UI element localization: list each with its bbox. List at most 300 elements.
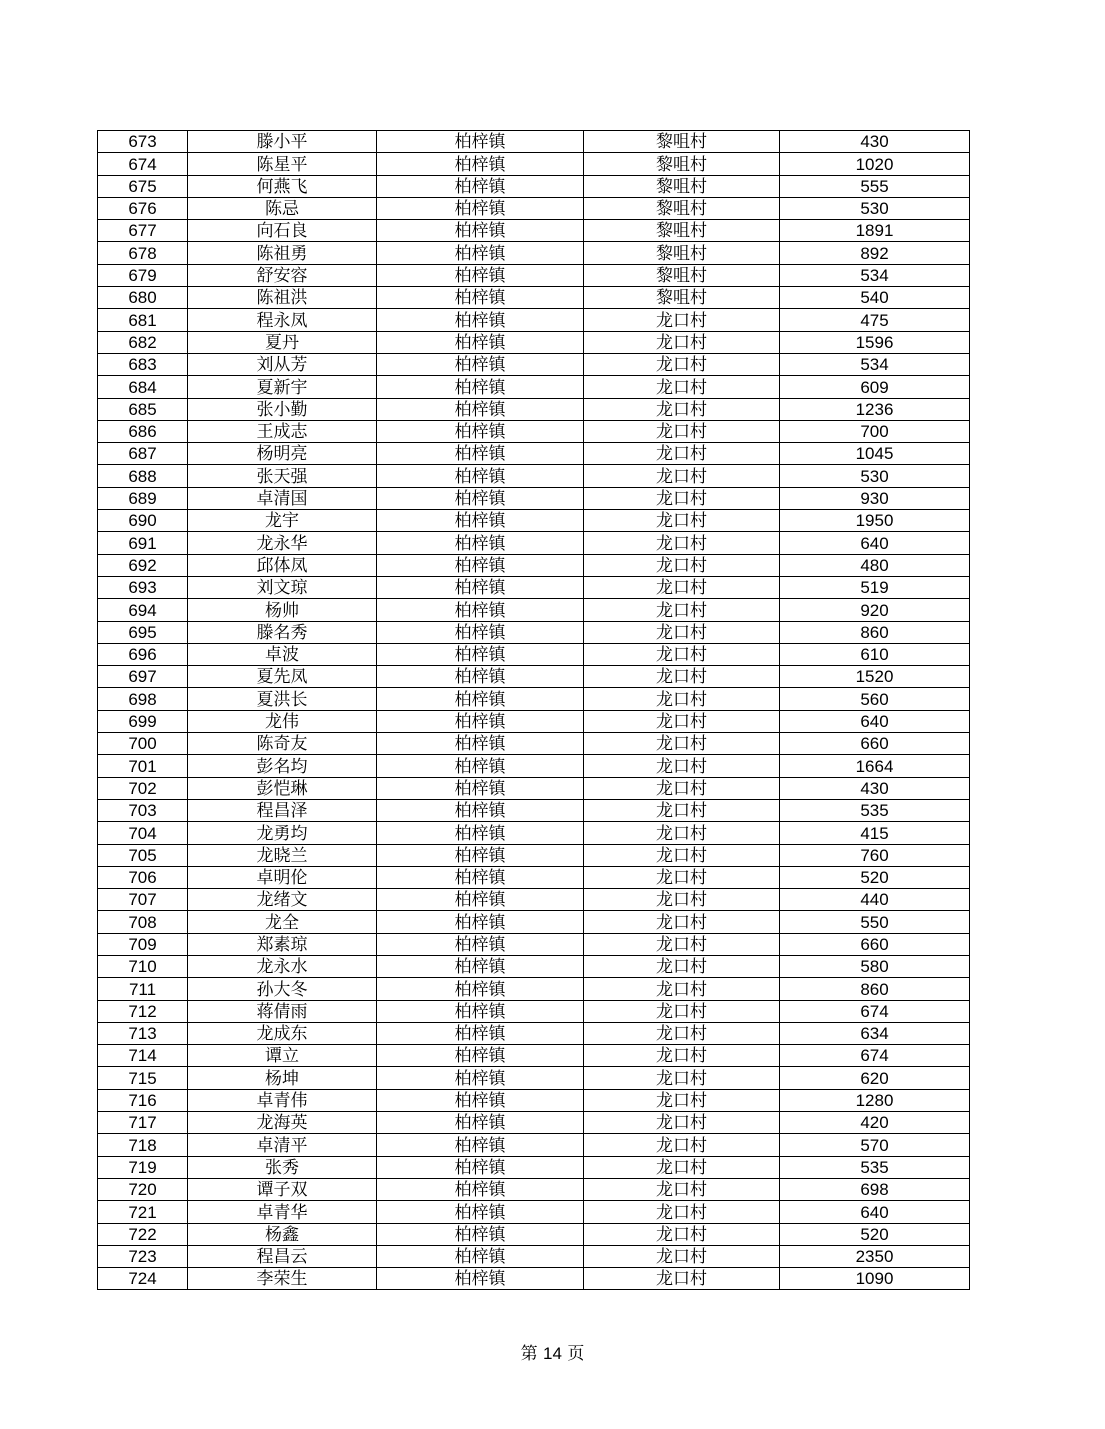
table-row [98, 666, 970, 688]
name-cell: 龙宇 [188, 510, 377, 532]
row-number-cell: 673 [98, 131, 188, 153]
village-cell: 黎咀村 [584, 242, 780, 264]
town-cell: 柏梓镇 [377, 933, 584, 955]
table-row [98, 866, 970, 888]
table-row [98, 755, 970, 777]
town-cell: 柏梓镇 [377, 153, 584, 175]
town-cell: 柏梓镇 [377, 889, 584, 911]
table-row [98, 911, 970, 933]
table-row [98, 777, 970, 799]
table-row [98, 465, 970, 487]
amount-cell: 1891 [780, 220, 970, 242]
row-number-cell: 720 [98, 1178, 188, 1200]
name-cell: 卓青华 [188, 1201, 377, 1223]
amount-cell: 534 [780, 353, 970, 375]
name-cell: 龙海英 [188, 1112, 377, 1134]
town-cell: 柏梓镇 [377, 1067, 584, 1089]
row-number-cell: 683 [98, 353, 188, 375]
amount-cell: 920 [780, 599, 970, 621]
name-cell: 陈奇友 [188, 733, 377, 755]
amount-cell: 674 [780, 1000, 970, 1022]
table-row [98, 376, 970, 398]
amount-cell: 530 [780, 197, 970, 219]
table-row [98, 532, 970, 554]
row-number-cell: 674 [98, 153, 188, 175]
town-cell: 柏梓镇 [377, 465, 584, 487]
town-cell: 柏梓镇 [377, 799, 584, 821]
amount-cell: 609 [780, 376, 970, 398]
row-number-cell: 707 [98, 889, 188, 911]
amount-cell: 892 [780, 242, 970, 264]
row-number-cell: 689 [98, 487, 188, 509]
table-row [98, 1112, 970, 1134]
row-number-cell: 692 [98, 554, 188, 576]
row-number-cell: 685 [98, 398, 188, 420]
row-number-cell: 722 [98, 1223, 188, 1245]
amount-cell: 1236 [780, 398, 970, 420]
town-cell: 柏梓镇 [377, 1112, 584, 1134]
table-row [98, 153, 970, 175]
town-cell: 柏梓镇 [377, 554, 584, 576]
amount-cell: 555 [780, 175, 970, 197]
table-row [98, 1067, 970, 1089]
village-cell: 龙口村 [584, 889, 780, 911]
village-cell: 龙口村 [584, 398, 780, 420]
amount-cell: 700 [780, 420, 970, 442]
village-cell: 龙口村 [584, 443, 780, 465]
amount-cell: 480 [780, 554, 970, 576]
name-cell: 孙大冬 [188, 978, 377, 1000]
amount-cell: 520 [780, 866, 970, 888]
name-cell: 陈祖洪 [188, 287, 377, 309]
row-number-cell: 717 [98, 1112, 188, 1134]
name-cell: 夏先凤 [188, 666, 377, 688]
town-cell: 柏梓镇 [377, 487, 584, 509]
town-cell: 柏梓镇 [377, 331, 584, 353]
village-cell: 龙口村 [584, 621, 780, 643]
village-cell: 龙口村 [584, 933, 780, 955]
amount-cell: 530 [780, 465, 970, 487]
village-cell: 黎咀村 [584, 220, 780, 242]
village-cell: 龙口村 [584, 1000, 780, 1022]
table-row [98, 688, 970, 710]
name-cell: 陈星平 [188, 153, 377, 175]
amount-cell: 535 [780, 799, 970, 821]
table-row [98, 1201, 970, 1223]
name-cell: 邱体凤 [188, 554, 377, 576]
name-cell: 龙伟 [188, 710, 377, 732]
amount-cell: 620 [780, 1067, 970, 1089]
town-cell: 柏梓镇 [377, 911, 584, 933]
row-number-cell: 714 [98, 1045, 188, 1067]
row-number-cell: 715 [98, 1067, 188, 1089]
row-number-cell: 688 [98, 465, 188, 487]
name-cell: 谭立 [188, 1045, 377, 1067]
row-number-cell: 678 [98, 242, 188, 264]
table-row [98, 1000, 970, 1022]
name-cell: 刘从芳 [188, 353, 377, 375]
amount-cell: 1520 [780, 666, 970, 688]
page-footer [0, 1343, 1105, 1365]
amount-cell: 534 [780, 264, 970, 286]
village-cell: 龙口村 [584, 1178, 780, 1200]
amount-cell: 540 [780, 287, 970, 309]
amount-cell: 860 [780, 621, 970, 643]
amount-cell: 430 [780, 777, 970, 799]
town-cell: 柏梓镇 [377, 1201, 584, 1223]
amount-cell: 560 [780, 688, 970, 710]
amount-cell: 674 [780, 1045, 970, 1067]
amount-cell: 640 [780, 532, 970, 554]
amount-cell: 550 [780, 911, 970, 933]
table-row [98, 733, 970, 755]
row-number-cell: 721 [98, 1201, 188, 1223]
table-row [98, 398, 970, 420]
table-row [98, 554, 970, 576]
village-cell: 龙口村 [584, 844, 780, 866]
row-number-cell: 694 [98, 599, 188, 621]
row-number-cell: 724 [98, 1268, 188, 1290]
row-number-cell: 687 [98, 443, 188, 465]
row-number-cell: 697 [98, 666, 188, 688]
table-row [98, 1156, 970, 1178]
row-number-cell: 709 [98, 933, 188, 955]
row-number-cell: 706 [98, 866, 188, 888]
village-cell: 龙口村 [584, 1067, 780, 1089]
table-row [98, 242, 970, 264]
table-row [98, 331, 970, 353]
table-row [98, 1223, 970, 1245]
village-cell: 龙口村 [584, 978, 780, 1000]
village-cell: 黎咀村 [584, 197, 780, 219]
table-row [98, 175, 970, 197]
row-number-cell: 703 [98, 799, 188, 821]
page-number: 14 [543, 1344, 562, 1363]
village-cell: 龙口村 [584, 911, 780, 933]
table-row [98, 287, 970, 309]
amount-cell: 640 [780, 1201, 970, 1223]
village-cell: 龙口村 [584, 309, 780, 331]
name-cell: 龙勇均 [188, 822, 377, 844]
name-cell: 何燕飞 [188, 175, 377, 197]
village-cell: 黎咀村 [584, 287, 780, 309]
amount-cell: 420 [780, 1112, 970, 1134]
village-cell: 龙口村 [584, 666, 780, 688]
name-cell: 杨明亮 [188, 443, 377, 465]
row-number-cell: 695 [98, 621, 188, 643]
amount-cell: 640 [780, 710, 970, 732]
table-row [98, 933, 970, 955]
village-cell: 龙口村 [584, 465, 780, 487]
village-cell: 龙口村 [584, 510, 780, 532]
town-cell: 柏梓镇 [377, 1268, 584, 1290]
village-cell: 龙口村 [584, 710, 780, 732]
name-cell: 张小勤 [188, 398, 377, 420]
village-cell: 黎咀村 [584, 153, 780, 175]
row-number-cell: 675 [98, 175, 188, 197]
name-cell: 卓明伦 [188, 866, 377, 888]
village-cell: 龙口村 [584, 1045, 780, 1067]
village-cell: 黎咀村 [584, 131, 780, 153]
town-cell: 柏梓镇 [377, 576, 584, 598]
name-cell: 蒋倩雨 [188, 1000, 377, 1022]
town-cell: 柏梓镇 [377, 197, 584, 219]
table-row [98, 1134, 970, 1156]
row-number-cell: 681 [98, 309, 188, 331]
town-cell: 柏梓镇 [377, 978, 584, 1000]
village-cell: 龙口村 [584, 331, 780, 353]
town-cell: 柏梓镇 [377, 376, 584, 398]
row-number-cell: 712 [98, 1000, 188, 1022]
row-number-cell: 684 [98, 376, 188, 398]
amount-cell: 1020 [780, 153, 970, 175]
name-cell: 陈忌 [188, 197, 377, 219]
name-cell: 夏洪长 [188, 688, 377, 710]
town-cell: 柏梓镇 [377, 710, 584, 732]
amount-cell: 570 [780, 1134, 970, 1156]
row-number-cell: 676 [98, 197, 188, 219]
town-cell: 柏梓镇 [377, 1223, 584, 1245]
town-cell: 柏梓镇 [377, 443, 584, 465]
table-row [98, 710, 970, 732]
village-cell: 龙口村 [584, 487, 780, 509]
village-cell: 龙口村 [584, 1156, 780, 1178]
row-number-cell: 682 [98, 331, 188, 353]
row-number-cell: 713 [98, 1022, 188, 1044]
name-cell: 谭子双 [188, 1178, 377, 1200]
table-row [98, 643, 970, 665]
amount-cell: 860 [780, 978, 970, 1000]
name-cell: 彭恺琳 [188, 777, 377, 799]
row-number-cell: 711 [98, 978, 188, 1000]
amount-cell: 1664 [780, 755, 970, 777]
town-cell: 柏梓镇 [377, 175, 584, 197]
amount-cell: 760 [780, 844, 970, 866]
table-row [98, 978, 970, 1000]
name-cell: 彭名均 [188, 755, 377, 777]
name-cell: 龙永华 [188, 532, 377, 554]
town-cell: 柏梓镇 [377, 131, 584, 153]
name-cell: 程永凤 [188, 309, 377, 331]
town-cell: 柏梓镇 [377, 1000, 584, 1022]
name-cell: 卓波 [188, 643, 377, 665]
amount-cell: 1596 [780, 331, 970, 353]
table-row [98, 353, 970, 375]
village-cell: 龙口村 [584, 822, 780, 844]
data-table [97, 130, 970, 1290]
town-cell: 柏梓镇 [377, 353, 584, 375]
row-number-cell: 693 [98, 576, 188, 598]
name-cell: 李荣生 [188, 1268, 377, 1290]
town-cell: 柏梓镇 [377, 822, 584, 844]
amount-cell: 519 [780, 576, 970, 598]
table-row [98, 220, 970, 242]
table-row [98, 1045, 970, 1067]
village-cell: 龙口村 [584, 353, 780, 375]
town-cell: 柏梓镇 [377, 599, 584, 621]
amount-cell: 1090 [780, 1268, 970, 1290]
table-row [98, 443, 970, 465]
amount-cell: 930 [780, 487, 970, 509]
row-number-cell: 699 [98, 710, 188, 732]
table-row [98, 1022, 970, 1044]
town-cell: 柏梓镇 [377, 1134, 584, 1156]
name-cell: 刘文琼 [188, 576, 377, 598]
town-cell: 柏梓镇 [377, 242, 584, 264]
table-row [98, 799, 970, 821]
amount-cell: 520 [780, 1223, 970, 1245]
row-number-cell: 716 [98, 1089, 188, 1111]
row-number-cell: 686 [98, 420, 188, 442]
amount-cell: 634 [780, 1022, 970, 1044]
name-cell: 程昌泽 [188, 799, 377, 821]
table-row [98, 1268, 970, 1290]
name-cell: 卓青伟 [188, 1089, 377, 1111]
town-cell: 柏梓镇 [377, 1156, 584, 1178]
table-row [98, 621, 970, 643]
amount-cell: 660 [780, 933, 970, 955]
name-cell: 夏新宇 [188, 376, 377, 398]
town-cell: 柏梓镇 [377, 398, 584, 420]
table-row [98, 309, 970, 331]
town-cell: 柏梓镇 [377, 1045, 584, 1067]
village-cell: 龙口村 [584, 688, 780, 710]
amount-cell: 580 [780, 955, 970, 977]
name-cell: 杨帅 [188, 599, 377, 621]
table-row [98, 510, 970, 532]
name-cell: 龙晓兰 [188, 844, 377, 866]
name-cell: 向石良 [188, 220, 377, 242]
name-cell: 王成志 [188, 420, 377, 442]
amount-cell: 2350 [780, 1245, 970, 1267]
village-cell: 龙口村 [584, 643, 780, 665]
name-cell: 舒安容 [188, 264, 377, 286]
town-cell: 柏梓镇 [377, 666, 584, 688]
town-cell: 柏梓镇 [377, 733, 584, 755]
amount-cell: 610 [780, 643, 970, 665]
row-number-cell: 704 [98, 822, 188, 844]
town-cell: 柏梓镇 [377, 688, 584, 710]
town-cell: 柏梓镇 [377, 866, 584, 888]
row-number-cell: 698 [98, 688, 188, 710]
village-cell: 龙口村 [584, 866, 780, 888]
name-cell: 龙绪文 [188, 889, 377, 911]
amount-cell: 475 [780, 309, 970, 331]
row-number-cell: 701 [98, 755, 188, 777]
town-cell: 柏梓镇 [377, 309, 584, 331]
town-cell: 柏梓镇 [377, 1022, 584, 1044]
town-cell: 柏梓镇 [377, 532, 584, 554]
name-cell: 杨鑫 [188, 1223, 377, 1245]
name-cell: 卓清平 [188, 1134, 377, 1156]
row-number-cell: 677 [98, 220, 188, 242]
town-cell: 柏梓镇 [377, 264, 584, 286]
amount-cell: 1280 [780, 1089, 970, 1111]
row-number-cell: 691 [98, 532, 188, 554]
village-cell: 龙口村 [584, 576, 780, 598]
row-number-cell: 696 [98, 643, 188, 665]
row-number-cell: 702 [98, 777, 188, 799]
table-row [98, 487, 970, 509]
name-cell: 杨坤 [188, 1067, 377, 1089]
town-cell: 柏梓镇 [377, 1089, 584, 1111]
village-cell: 龙口村 [584, 799, 780, 821]
name-cell: 程昌云 [188, 1245, 377, 1267]
table-row [98, 889, 970, 911]
village-cell: 龙口村 [584, 1089, 780, 1111]
town-cell: 柏梓镇 [377, 420, 584, 442]
village-cell: 黎咀村 [584, 175, 780, 197]
town-cell: 柏梓镇 [377, 1178, 584, 1200]
name-cell: 滕小平 [188, 131, 377, 153]
town-cell: 柏梓镇 [377, 287, 584, 309]
village-cell: 龙口村 [584, 955, 780, 977]
name-cell: 龙全 [188, 911, 377, 933]
village-cell: 龙口村 [584, 733, 780, 755]
row-number-cell: 710 [98, 955, 188, 977]
village-cell: 龙口村 [584, 376, 780, 398]
village-cell: 龙口村 [584, 1134, 780, 1156]
table-row [98, 264, 970, 286]
table-row [98, 955, 970, 977]
village-cell: 龙口村 [584, 420, 780, 442]
table-row [98, 197, 970, 219]
table-row [98, 576, 970, 598]
table-row [98, 844, 970, 866]
row-number-cell: 700 [98, 733, 188, 755]
amount-cell: 698 [780, 1178, 970, 1200]
town-cell: 柏梓镇 [377, 220, 584, 242]
amount-cell: 1045 [780, 443, 970, 465]
amount-cell: 440 [780, 889, 970, 911]
row-number-cell: 679 [98, 264, 188, 286]
row-number-cell: 690 [98, 510, 188, 532]
row-number-cell: 705 [98, 844, 188, 866]
table-row [98, 1089, 970, 1111]
name-cell: 卓清国 [188, 487, 377, 509]
village-cell: 龙口村 [584, 1201, 780, 1223]
row-number-cell: 708 [98, 911, 188, 933]
row-number-cell: 719 [98, 1156, 188, 1178]
amount-cell: 1950 [780, 510, 970, 532]
name-cell: 龙永水 [188, 955, 377, 977]
table-row [98, 1178, 970, 1200]
town-cell: 柏梓镇 [377, 643, 584, 665]
amount-cell: 660 [780, 733, 970, 755]
footer-prefix: 第 [520, 1344, 538, 1364]
table-row [98, 599, 970, 621]
table-row [98, 420, 970, 442]
town-cell: 柏梓镇 [377, 955, 584, 977]
village-cell: 龙口村 [584, 1245, 780, 1267]
town-cell: 柏梓镇 [377, 844, 584, 866]
table-row [98, 131, 970, 153]
name-cell: 滕名秀 [188, 621, 377, 643]
town-cell: 柏梓镇 [377, 1245, 584, 1267]
amount-cell: 535 [780, 1156, 970, 1178]
table-row [98, 822, 970, 844]
table-body [98, 131, 970, 1290]
town-cell: 柏梓镇 [377, 777, 584, 799]
table-row [98, 1245, 970, 1267]
name-cell: 陈祖勇 [188, 242, 377, 264]
row-number-cell: 718 [98, 1134, 188, 1156]
row-number-cell: 680 [98, 287, 188, 309]
name-cell: 张天强 [188, 465, 377, 487]
village-cell: 龙口村 [584, 532, 780, 554]
village-cell: 龙口村 [584, 599, 780, 621]
amount-cell: 430 [780, 131, 970, 153]
